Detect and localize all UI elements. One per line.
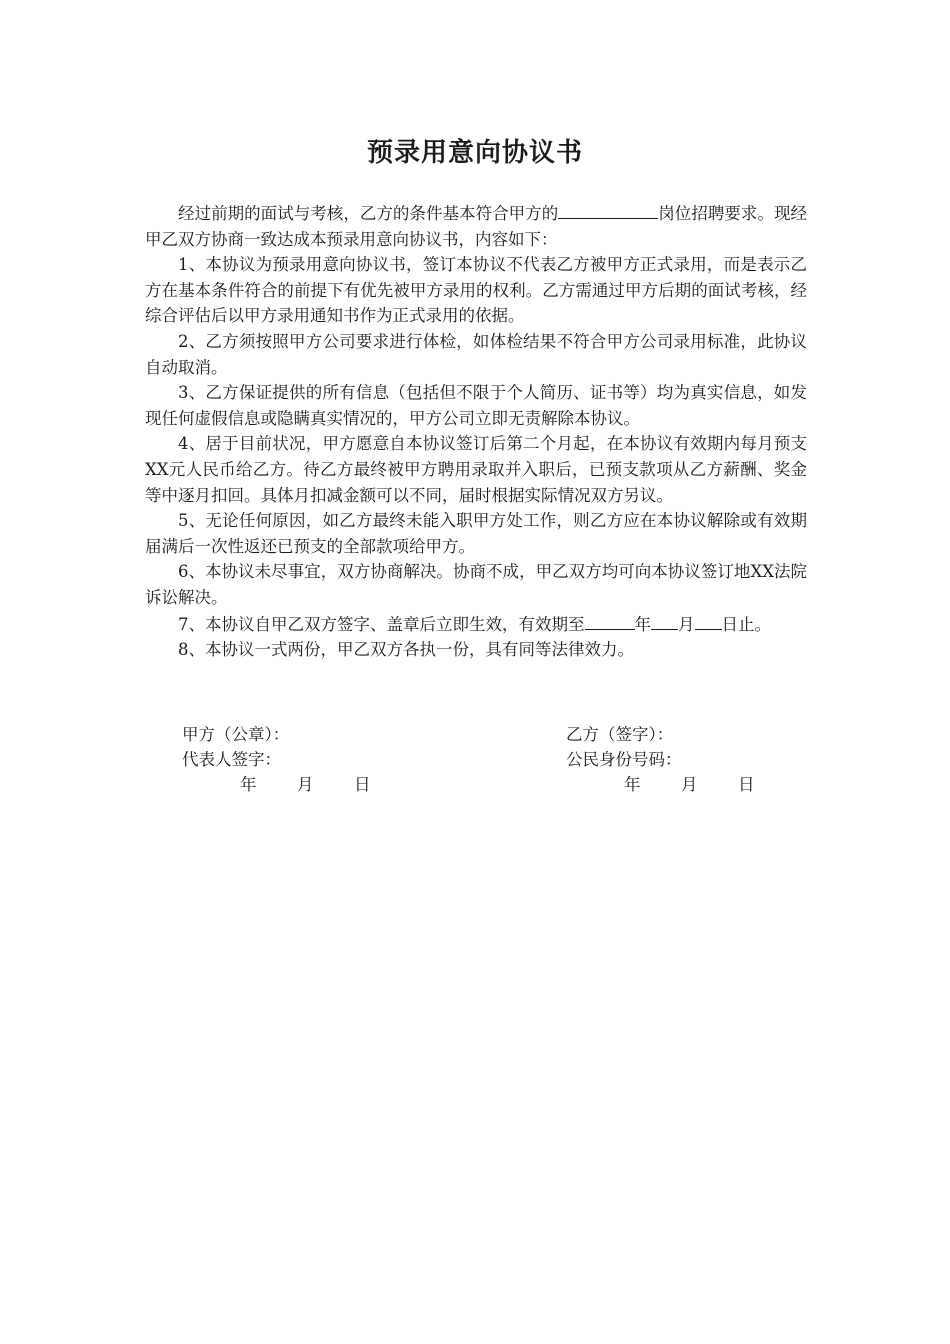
expiry-year-blank[interactable]	[585, 611, 635, 630]
clause-7-month-label: 月	[678, 614, 695, 634]
clause-4: 4、居于目前状况，甲方愿意自本协议签订后第二个月起，在本协议有效期内每月预支XX元人民币给乙方。待乙方最终被甲方聘用录取并入职后，已预支款项从乙方薪酬、奖金等中逐月扣回。具体月扣减金额可以不同，届时根据实际情况双方另议。	[145, 434, 807, 505]
party-b-month: 月	[681, 775, 698, 794]
party-a-month: 月	[297, 775, 314, 794]
clause-6: 6、本协议未尽事宜，双方协商解决。协商不成，甲乙双方均可向本协议签订地XX法院诉讼解决。	[145, 562, 807, 607]
party-b-id-number: 公民身份号码：	[566, 750, 682, 769]
document-body	[145, 200, 807, 663]
intro-text-2: 岗位招聘要求。现经甲乙双方协商一致达成本预录用意向协议书，内容如下：	[145, 204, 807, 249]
expiry-month-blank[interactable]	[651, 611, 678, 630]
expiry-day-blank[interactable]	[695, 611, 722, 630]
clause-7-end: 日止。	[721, 614, 771, 634]
party-b-date	[566, 772, 795, 797]
party-b-day: 日	[738, 775, 755, 794]
party-b-year: 年	[624, 775, 641, 794]
clause-7-year-label: 年	[634, 614, 651, 634]
party-a-label: 甲方（公章）：	[182, 725, 290, 744]
clause-3: 3、乙方保证提供的所有信息（包括但不限于个人简历、证书等）均为真实信息，如发现任何虚假信息或隐瞒真实情况的，甲方公司立即无责解除本协议。	[145, 383, 807, 428]
clause-7	[145, 611, 807, 638]
clause-5: 5、无论任何原因，如乙方最终未能入职甲方处工作，则乙方应在本协议解除或有效期届满后一次性返还已预支的全部款项给甲方。	[145, 511, 807, 556]
position-blank[interactable]	[558, 200, 658, 219]
party-b-signature-block	[566, 722, 795, 797]
party-a-date	[182, 772, 411, 797]
clause-8: 8、本协议一式两份，甲乙双方各执一份，具有同等法律效力。	[178, 640, 634, 660]
clause-1: 1、本协议为预录用意向协议书，签订本协议不代表乙方被甲方正式录用，而是表示乙方在基本条件符合的前提下有优先被甲方录用的权利。乙方需通过甲方后期的面试考核，经综合评估后以甲方录用通知书作为正式录用的依据。	[145, 255, 807, 326]
clause-7-text: 7、本协议自甲乙双方签字、盖章后立即生效，有效期至	[178, 614, 585, 634]
document-title: 预录用意向协议书	[366, 138, 583, 168]
clause-2: 2、乙方须按照甲方公司要求进行体检，如体检结果不符合甲方公司录用标准，此协议自动取消。	[145, 331, 807, 377]
party-b-label: 乙方（签字）：	[566, 725, 674, 744]
party-a-day: 日	[354, 775, 371, 794]
party-a-year: 年	[240, 775, 257, 794]
intro-paragraph	[145, 200, 807, 252]
party-a-representative: 代表人签字：	[182, 750, 281, 769]
party-a-signature-block	[182, 722, 411, 797]
intro-text-1: 经过前期的面试与考核，乙方的条件基本符合甲方的	[178, 204, 559, 223]
